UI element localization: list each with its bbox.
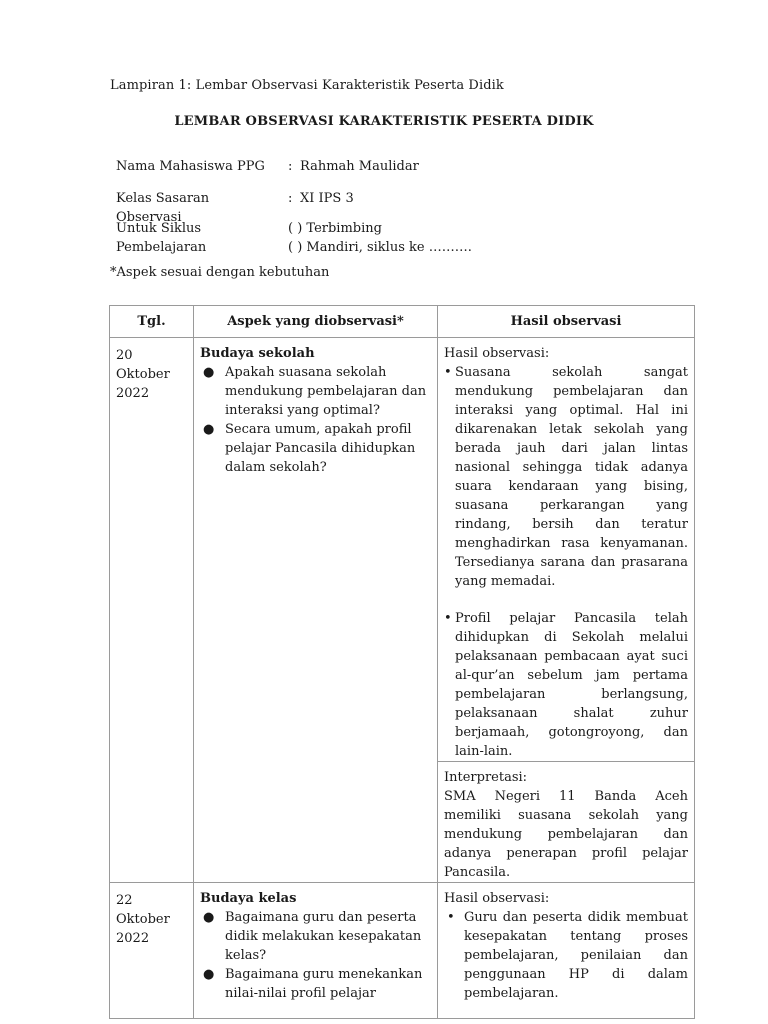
list-item: [200, 420, 431, 477]
aspect-title: Budaya kelas: [200, 891, 297, 906]
question-list: [200, 363, 431, 477]
field-kelas-label: Kelas Sasaran Observasi: [116, 191, 210, 225]
date-day: 20: [116, 348, 133, 363]
field-kelas-value: XI IPS 3: [300, 191, 354, 206]
list-item: [200, 965, 431, 1003]
field-nama-separator: :: [288, 159, 293, 174]
question-text: Apakah suasana sekolah mendukung pembelajaran dan interaksi yang optimal?: [225, 365, 427, 418]
question-text: Bagaimana guru menekankan nilai-nilai profil pelajar: [225, 967, 423, 1001]
field-siklus-label-line2: Pembelajaran: [116, 240, 207, 255]
siklus-option-mandiri: ( ) Mandiri, siklus ke ……….: [288, 240, 472, 255]
result-cell: [438, 883, 695, 1019]
list-item: [444, 363, 688, 591]
bullet-icon: •: [444, 365, 452, 380]
field-siklus-label-line1: Untuk Siklus: [116, 221, 202, 236]
result-label: Hasil observasi:: [444, 891, 550, 906]
date-year: 2022: [116, 931, 150, 946]
question-text: Secara umum, apakah profil pelajar Pancasila dihidupkan dalam sekolah?: [225, 422, 416, 475]
date-cell: [110, 338, 194, 883]
list-item: [444, 908, 688, 1003]
field-nama-label: Nama Mahasiswa PPG: [116, 159, 265, 174]
date-month: Oktober: [116, 367, 170, 382]
date-month: Oktober: [116, 912, 170, 927]
interpretation-cell: [438, 762, 695, 883]
table-header-row: [110, 306, 695, 338]
result-text: Suasana sekolah sangat mendukung pembelajaran dan interaksi yang optimal. Hal ini dikarenakan letak sekolah yang berada jauh dari jalan lintas nasional sehingga tidak adanya suara kendaraan yang bising, suasana perkarangan yang rindang, bersih dan teratur menghadirkan rasa kenyamanan. Tersedianya sarana dan prasarana yang memadai.: [455, 365, 688, 589]
result-text: Guru dan peserta didik membuat kesepakatan tentang proses pembelajaran, penilaian dan penggunaan HP di dalam pembelajaran.: [464, 910, 688, 1001]
table-row: [110, 338, 695, 762]
header-tgl: Tgl.: [110, 306, 194, 338]
question-list: [200, 908, 431, 1003]
question-text: Bagaimana guru dan peserta didik melakukan kesepakatan kelas?: [225, 910, 422, 963]
field-nama-value: Rahmah Maulidar: [300, 159, 419, 174]
list-item: [200, 908, 431, 965]
date-year: 2022: [116, 386, 150, 401]
result-list: [444, 363, 688, 761]
interpretation-text: SMA Negeri 11 Banda Aceh memiliki suasana sekolah yang mendukung pembelajaran dan adanya penerapan profil pelajar Pancasila.: [444, 789, 688, 880]
date-cell: [110, 883, 194, 1019]
bullet-icon: ●: [203, 422, 215, 437]
page-title: LEMBAR OBSERVASI KARAKTERISTIK PESERTA DIDIK: [174, 114, 594, 129]
observation-table: [109, 305, 695, 1019]
table-row: [110, 883, 695, 1019]
attachment-line: Lampiran 1: Lembar Observasi Karakteristik Peserta Didik: [110, 78, 504, 93]
field-kelas-separator: :: [288, 191, 293, 206]
header-hasil: Hasil observasi: [438, 306, 695, 338]
date-day: 22: [116, 893, 133, 908]
result-cell: [438, 338, 695, 762]
result-list: [444, 908, 688, 1003]
aspect-cell: [194, 338, 438, 883]
list-item: [200, 363, 431, 420]
result-text: Profil pelajar Pancasila telah dihidupkan di Sekolah melalui pelaksanaan pembacaan ayat suci al-qur’an sebelum jam pertama pembelajaran berlangsung, pelaksanaan shalat zuhur berjamaah, gotongroyong, dan lain-lain.: [455, 611, 688, 759]
interpretation-label: Interpretasi:: [444, 770, 528, 785]
bullet-icon: ●: [203, 910, 215, 925]
siklus-option-terbimbing: ( ) Terbimbing: [288, 221, 382, 236]
bullet-icon: ●: [203, 365, 215, 380]
bullet-icon: •: [444, 611, 452, 626]
aspect-title: Budaya sekolah: [200, 346, 315, 361]
list-item: [444, 609, 688, 761]
bullet-icon: •: [447, 910, 455, 925]
aspect-cell: [194, 883, 438, 1019]
bullet-icon: ●: [203, 967, 215, 982]
header-aspek: Aspek yang diobservasi*: [194, 306, 438, 338]
aspect-note: *Aspek sesuai dengan kebutuhan: [110, 265, 330, 280]
result-label: Hasil observasi:: [444, 346, 550, 361]
